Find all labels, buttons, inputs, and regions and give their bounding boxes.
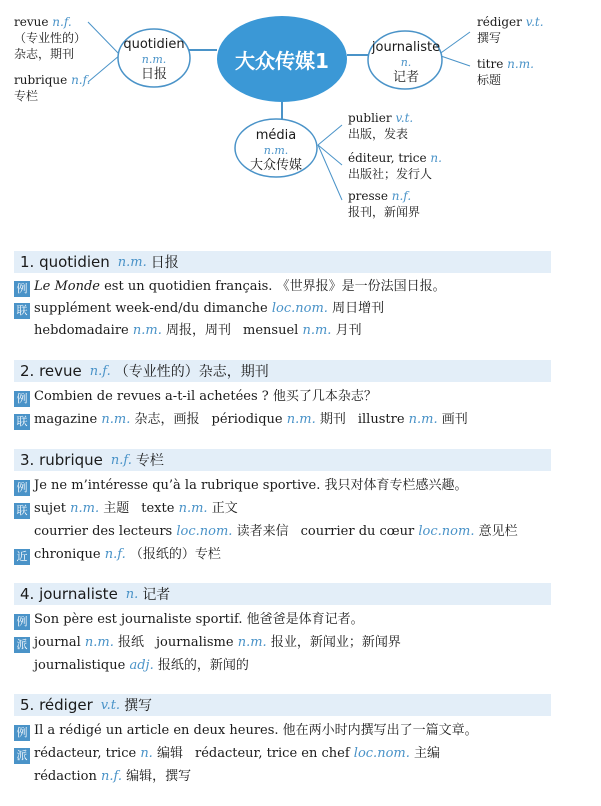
node-zh: 日报 [140,67,167,82]
example-line: 例 Son père est journaliste sportif. 他爸爸是体育记者。 [14,609,364,631]
aux-presse: presse n.f. 报刊，新闻界 [348,189,421,219]
example-tag: 例 [14,391,30,407]
synonym-line: 近 chronique n.f. （报纸的）专栏 [14,544,221,566]
node-zh: 大众传媒 [249,158,302,173]
example-line: 例 Il a rédigé un article en deux heures. 他在两小时内撰写出了一篇文章。 [14,720,478,742]
node-pos: n. [400,56,412,69]
related-tag: 联 [14,503,30,519]
node-word: média [255,128,297,143]
node-word: journaliste [371,40,441,55]
section-header-quotidien: 1. quotidien n.m. 日报 [14,251,551,273]
section-header-revue: 2. revue n.f. （专业性的）杂志，期刊 [14,360,551,382]
example-line: 例 Combien de revues a-t-il achetées ? 他买了几本杂志？ [14,386,377,408]
aux-publier: publier v.t. 出版，发表 [348,111,414,141]
example-tag: 例 [14,725,30,741]
derived-line: rédaction n.f. 编辑，撰写 [34,769,192,784]
related-line: courrier des lecteurs loc.nom. 读者来信 courrier du cœur loc.nom. 意见栏 [34,524,518,539]
synonym-tag: 近 [14,549,30,565]
derived-line: 派 journal n.m. 报纸 journalisme n.m. 报业，新闻业；新闻界 [14,632,401,654]
node-word: quotidien [123,37,185,52]
example-tag: 例 [14,281,30,297]
section-header-journaliste: 4. journaliste n. 记者 [14,583,551,605]
derived-tag: 派 [14,637,30,653]
node-pos: n.m. [141,53,167,66]
node-media [235,128,317,173]
aux-titre: titre n.m. 标题 [477,57,534,87]
node-pos: n.m. [263,144,289,157]
example-tag: 例 [14,480,30,496]
derived-tag: 派 [14,748,30,764]
aux-rediger: rédiger v.t. 撰写 [477,15,544,45]
related-line: 联 supplément week-end/du dimanche loc.nom. 周日增刊 [14,298,384,320]
example-line: 例 Je ne m’intéresse qu’à la rubrique sportive. 我只对体育专栏感兴趣。 [14,475,468,497]
node-journaliste [368,40,444,85]
aux-revue: revue n.f. （专业性的） 杂志，期刊 [14,15,87,61]
derived-line: journalistique adj. 报纸的，新闻的 [34,658,249,673]
related-line: 联 sujet n.m. 主题 texte n.m. 正文 [14,498,238,520]
related-tag: 联 [14,303,30,319]
aux-editeur: éditeur, trice n. 出版社；发行人 [348,151,442,181]
section-header-rubrique: 3. rubrique n.f. 专栏 [14,449,551,471]
derived-line: 派 rédacteur, trice n. 编辑 rédacteur, trice en chef loc.nom. 主编 [14,743,440,765]
section-header-rediger: 5. rédiger v.t. 撰写 [14,694,551,716]
aux-rubrique: rubrique n.f. 专栏 [14,73,91,103]
node-zh: 记者 [392,70,419,85]
example-line: 例 Le Monde est un quotidien français. 《世界报》是一份法国日报。 [14,276,446,298]
related-tag: 联 [14,414,30,430]
example-tag: 例 [14,614,30,630]
related-line: hebdomadaire n.m. 周报，周刊 mensuel n.m. 月刊 [34,323,362,338]
node-quotidien [118,37,190,82]
mindmap-hub: 大众传媒1 [235,48,329,73]
related-line: 联 magazine n.m. 杂志，画报 périodique n.m. 期刊 illustre n.m. 画刊 [14,409,468,431]
